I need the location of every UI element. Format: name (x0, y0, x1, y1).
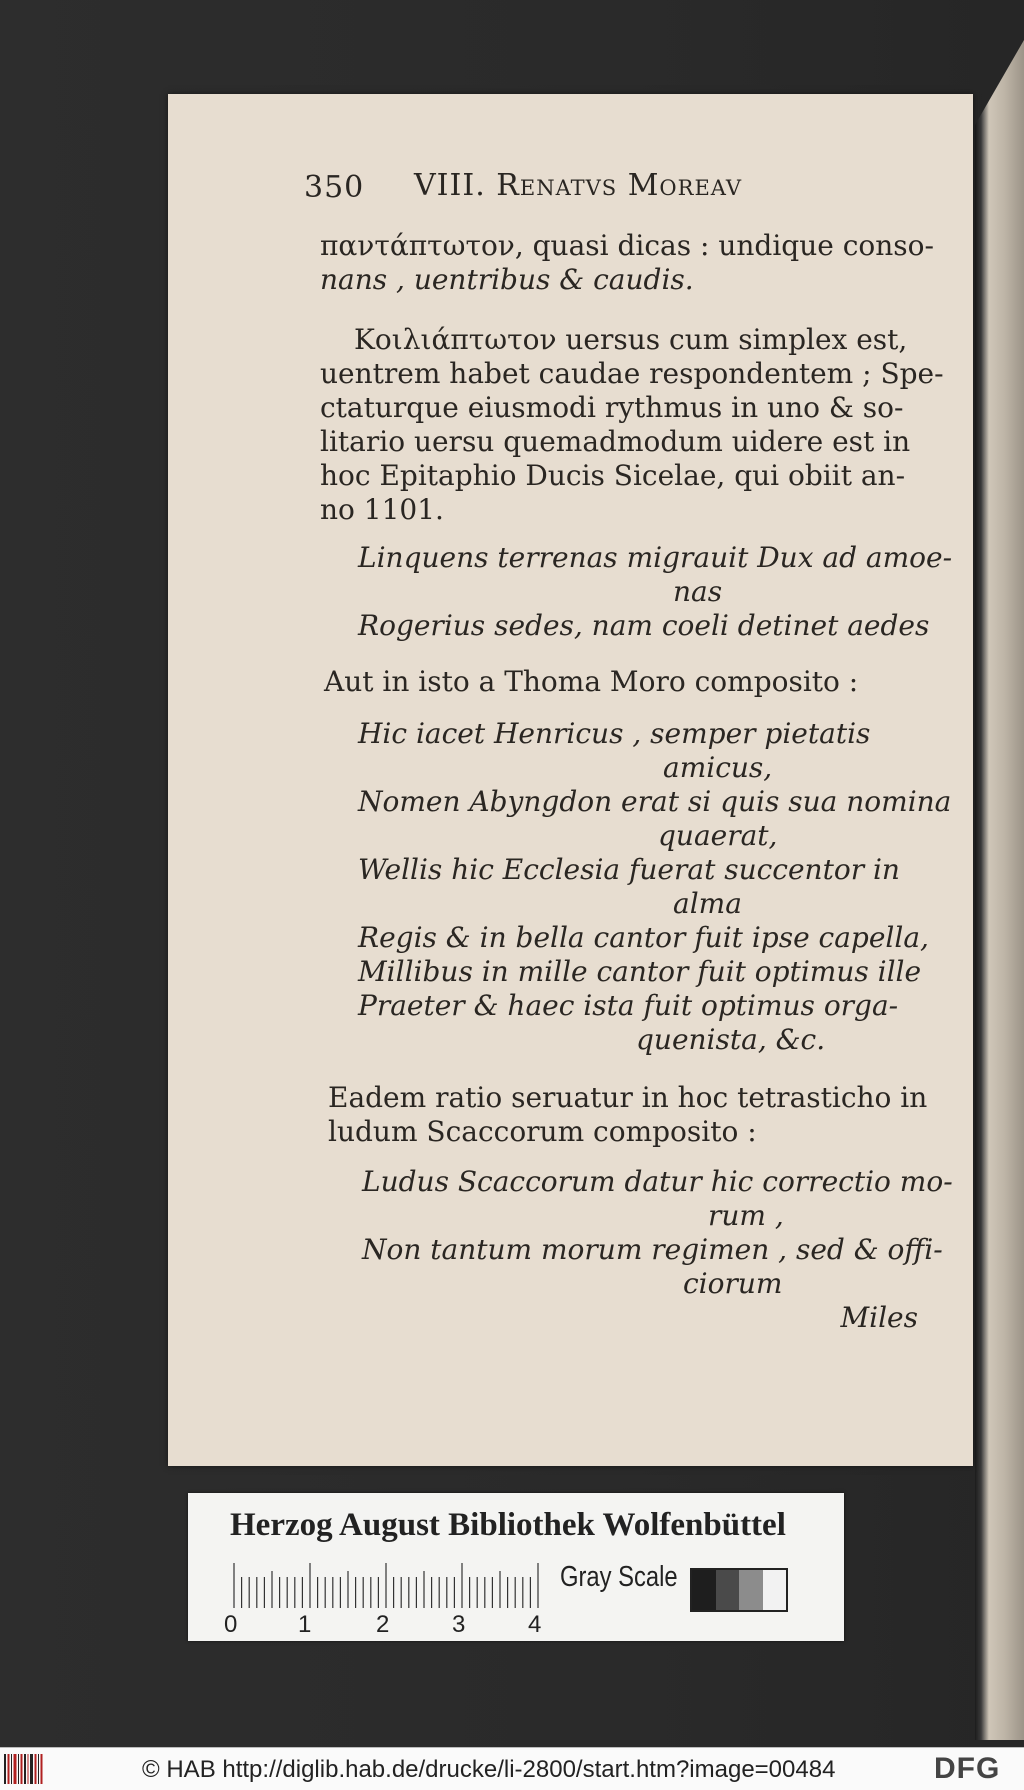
verse-line: Rogerius sedes, nam coeli detinet aedes (358, 609, 930, 642)
ruler-label: 2 (376, 1611, 390, 1638)
gray-scale-label: Gray Scale (560, 1561, 678, 1593)
barcode-bar (8, 1754, 10, 1784)
text-line: uentrem habet caudae respondentem ; Spe- (320, 357, 944, 390)
text-line: no 1101. (320, 493, 444, 526)
verse-line: alma (673, 887, 742, 920)
text-line: ludum Scaccorum composito : (328, 1115, 757, 1148)
verse-line: Millibus in mille cantor fuit optimus ille (358, 955, 922, 988)
verse-line: quaerat, (658, 819, 778, 852)
book-page (168, 94, 973, 1466)
ruler-label: 0 (224, 1611, 238, 1638)
verse-line: Non tantum morum regimen , sed & offi- (362, 1233, 943, 1266)
ruler-label: 1 (298, 1611, 312, 1638)
page-number: 350 (304, 170, 365, 205)
gray-patch (692, 1570, 716, 1610)
barcode-bar (38, 1754, 39, 1784)
verse-line: Hic iacet Henricus , semper pietatis (358, 717, 871, 750)
verse-line: Ludus Scaccorum datur hic correctio mo- (362, 1165, 953, 1198)
color-target-card (188, 1493, 844, 1641)
verse-line: amicus, (663, 751, 773, 784)
verse-line: Regis & in bella cantor fuit ipse capella, (358, 921, 929, 954)
text-line: nans , uentribus & caudis. (320, 263, 694, 296)
footer-bar (0, 1747, 1024, 1790)
gray-patch (739, 1570, 763, 1610)
ruler-scale (230, 1563, 540, 1608)
barcode-bar (11, 1754, 12, 1784)
text-line: Κοιλιάπτωτον uersus cum simplex est, (354, 323, 908, 356)
barcode-bar (41, 1754, 43, 1784)
verse-line: Nomen Abyngdon erat si quis sua nomina (358, 785, 952, 818)
verse-line: Praeter & haec ista fuit optimus orga- (358, 989, 899, 1022)
verse-line: Wellis hic Ecclesia fuerat succentor in (358, 853, 900, 886)
text-line: παντάπτωτον, quasi dicas : undique conso- (320, 229, 934, 262)
dfg-logo: DFG (934, 1752, 1001, 1785)
ruler-label: 3 (452, 1611, 466, 1638)
adjacent-page-edge (975, 40, 1024, 1740)
text-line: ctaturque eiusmodi rythmus in uno & so- (320, 391, 904, 424)
barcode-bar (4, 1754, 6, 1784)
verse-line: rum , (708, 1199, 784, 1232)
barcode-bar (35, 1754, 37, 1784)
gray-patch (763, 1570, 787, 1610)
verse-line: quenista, &c. (636, 1023, 826, 1056)
text-line: Aut in isto a Thoma Moro composito : (324, 665, 859, 698)
verse-line: nas (673, 575, 723, 608)
text-line: hoc Epitaphio Ducis Sicelae, qui obiit an- (320, 459, 906, 492)
barcode-bar (21, 1754, 23, 1784)
gray-scale-patches (690, 1568, 788, 1612)
verse-line: Linquens terrenas migrauit Dux ad amoe- (358, 541, 953, 574)
library-name: Herzog August Bibliothek Wolfenbüttel (230, 1507, 786, 1543)
ruler-label: 4 (528, 1611, 542, 1638)
barcode-icon (4, 1754, 48, 1784)
copyright-url: © HAB http://diglib.hab.de/drucke/li-2800/start.htm?image=00484 (142, 1756, 836, 1783)
barcode-bar (28, 1754, 29, 1784)
verse-line: ciorum (683, 1267, 783, 1300)
barcode-bar (14, 1754, 17, 1784)
barcode-bar (18, 1754, 19, 1784)
catchword: Miles (840, 1301, 918, 1334)
text-line: litario uersu quemadmodum uidere est in (320, 425, 911, 458)
gray-patch (716, 1570, 740, 1610)
barcode-bar (24, 1754, 26, 1784)
running-head: VIII. Renatvs Moreav (414, 168, 743, 203)
text-line: Eadem ratio seruatur in hoc tetrasticho in (328, 1081, 928, 1114)
barcode-bar (30, 1754, 33, 1784)
